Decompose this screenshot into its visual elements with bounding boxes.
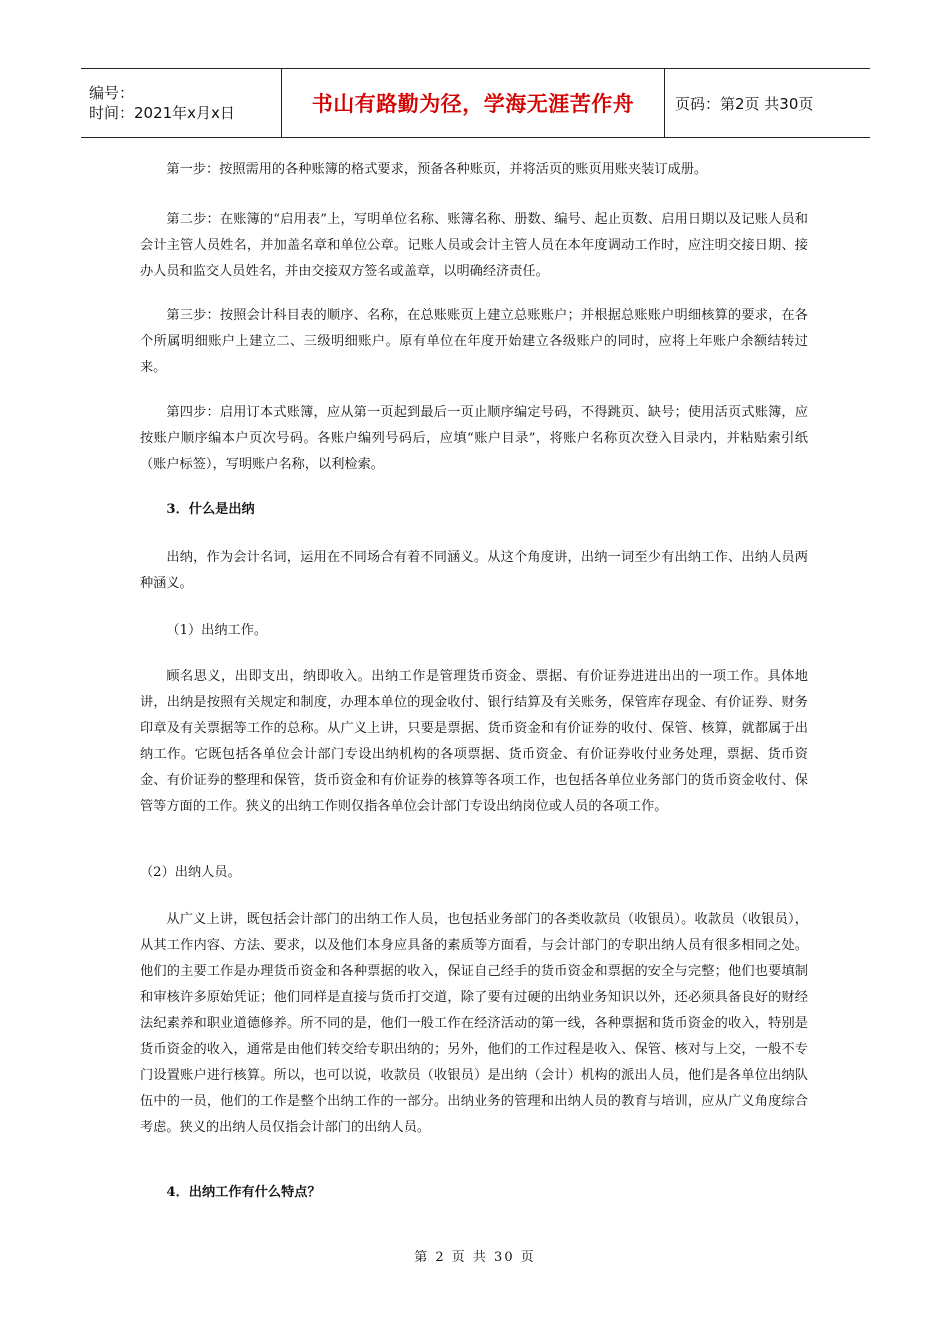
section-heading-3: 3．什么是出纳 (166, 502, 255, 517)
header-meta (81, 69, 281, 137)
paragraph-step4: 第四步：启用订本式账簿，应从第一页起到最后一页止顺序编定号码，不得跳页、缺号；使用活页式账簿，应按账户顺序编本户页次号码。各账户编列号码后，应填“账户目录”，将账户名称页次登入目录内，并粘贴索引纸（账户标签），写明账户名称，以利检索。 (140, 405, 808, 472)
paragraph-step1: 第一步：按照需用的各种账簿的格式要求，预备各种账页，并将活页的账页用账夹装订成册。 (166, 162, 708, 177)
subheading-cashier-staff: （2）出纳人员。 (140, 865, 241, 880)
document-time-label: 时间：2021年x月x日 (89, 104, 235, 122)
header-page-cell (665, 69, 870, 137)
page-footer: 第 2 页 共 30 页 (414, 1250, 536, 1265)
document-number-label: 编号： (89, 84, 135, 102)
paragraph-cashier-work: 顾名思义，出即支出，纳即收入。出纳工作是管理货币资金、票据、有价证券进进出出的一项工作。具体地讲，出纳是按照有关规定和制度，办理本单位的现金收付、银行结算及有关账务，保管库存现金、有价证券、财务印章及有关票据等工作的总称。从广义上讲，只要是票据、货币资金和有价证券的收付、保管、核算，就都属于出纳工作。它既包括各单位会计部门专设出纳机构的各项票据、货币资金、有价证券收付业务处理，票据、货币资金、有价证券的整理和保管，货币资金和有价证券的核算等各项工作，也包括各单位业务部门的货币资金收付、保管等方面的工作。狭义的出纳工作则仅指各单位会计部门专设出纳岗位或人员的各项工作。 (140, 669, 808, 814)
header-motto-cell (281, 69, 665, 137)
section-heading-4: 4．出纳工作有什么特点？ (166, 1185, 321, 1200)
paragraph-step2: 第二步：在账簿的“启用表”上，写明单位名称、账簿名称、册数、编号、起止页数、启用日期以及记账人员和会计主管人员姓名，并加盖名章和单位公章。记账人员或会计主管人员在本年度调动工作时，应注明交接日期、接办人员和监交人员姓名，并由交接双方签名或盖章，以明确经济责任。 (140, 212, 808, 279)
paragraph-step3: 第三步：按照会计科目表的顺序、名称，在总账账页上建立总账账户；并根据总账账户明细核算的要求，在各个所属明细账户上建立二、三级明细账户。原有单位在年度开始建立各级账户的同时，应将上年账户余额结转过来。 (140, 308, 808, 375)
page-header (81, 68, 870, 138)
paragraph-cashier-staff: 从广义上讲，既包括会计部门的出纳工作人员，也包括业务部门的各类收款员（收银员）。收款员（收银员），从其工作内容、方法、要求，以及他们本身应具备的素质等方面看，与会计部门的专职出纳人员有很多相同之处。他们的主要工作是办理货币资金和各种票据的收入，保证自己经手的货币资金和票据的安全与完整；他们也要填制和审核许多原始凭证；他们同样是直接与货币打交道，除了要有过硬的出纳业务知识以外，还必须具备良好的财经法纪素养和职业道德修养。所不同的是，他们一般工作在经济活动的第一线，各种票据和货币资金的收入，特别是货币资金的收入，通常是由他们转交给专职出纳的；另外，他们的工作过程是收入、保管、核对与上交，一般不专门设置账户进行核算。所以，也可以说，收款员（收银员）是出纳（会计）机构的派出人员，他们是各单位出纳队伍中的一员，他们的工作是整个出纳工作的一部分。出纳业务的管理和出纳人员的教育与培训，应从广义角度综合考虑。狭义的出纳人员仅指会计部门的出纳人员。 (140, 912, 808, 1135)
header-motto: 书山有路勤为径，学海无涯苦作舟 (311, 92, 635, 116)
subheading-cashier-work: （1）出纳工作。 (166, 623, 268, 638)
header-page-label: 页码：第2页 共30页 (675, 94, 814, 113)
paragraph-intro: 出纳，作为会计名词，运用在不同场合有着不同涵义。从这个角度讲，出纳一词至少有出纳工作、出纳人员两种涵义。 (140, 550, 808, 591)
